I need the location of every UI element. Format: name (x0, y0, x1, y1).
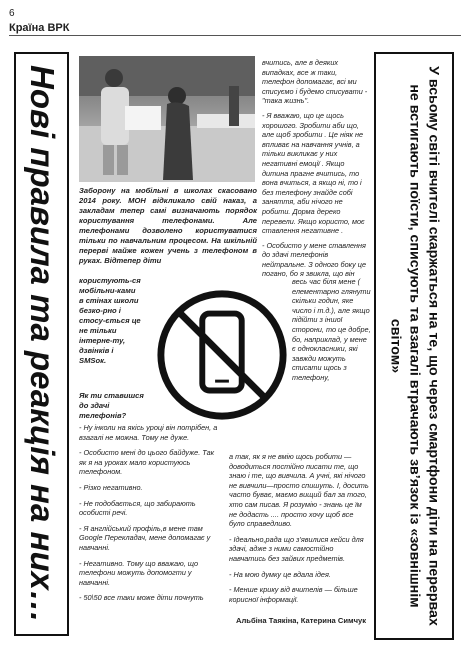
page-number: 6 (9, 8, 15, 19)
page-title: Нові правила та реакція на них… (23, 65, 61, 623)
column-2-middle (292, 277, 372, 383)
answer-item: - Різко негативно. (79, 482, 143, 492)
answer-item: - Не подобається, що забирають особисті речі. (79, 498, 196, 518)
column-2-paragraph: - На мою думку це вдала ідея. (229, 569, 331, 579)
column-2-paragraph: - Менше крику від вчителів — більше корисної інформації. (229, 585, 358, 604)
survey-question: Як ти ставишся до здачі телефонів? (79, 391, 144, 420)
column-2-paragraph: вчитись, але в деяких випадках, все ж таки, телефон допомагає, всі ми списуємо і будемо списувати - "така жизнь". (262, 58, 368, 106)
column-2-paragraph: а так, як я не вмію щось робити — доводиться постійно писати те, що знаю і те, що вивчила. А учні, які нічого не вивчили—просто спишуть. І, досить часто буває, маємо вищий бал за того, хто сам писав. Я розумію - знань це їм не додасть .... просто хочу щоб все було справедливо. (229, 452, 369, 529)
lead-paragraph-narrow: користують-ся мобільни-ками в стінах школи безко-рно і стосу-ється це не тільки інтерне-ту, дзвінків і SMSок. (79, 276, 141, 365)
column-2-bottom (229, 452, 369, 610)
column-2-paragraph: - Особисто у мене ставлення до здачі телефонів нейтральне. З одного боку це погано, бо я звикла, що він (262, 240, 367, 279)
no-phone-icon (153, 286, 291, 424)
answer-item: - 50\50 все таки може діти почнуть (79, 593, 204, 603)
lead-paragraph: Заборону на мобільні в школах скасовано 2014 року. МОН відкликало свій наказ, а закладам тепер самі визначають порядок користування телефонами. Але телефонами дозволено користуватися тільки по навчальним процесом. На шкільній перерві майже кожен учень з телефоном в руках. Відтепер діти (79, 186, 257, 265)
answer-item: - Я англійський профіль,в мене там Google Перекладач, мене допомагає у навчанні. (79, 523, 211, 552)
headline: У всьому світі вчителі скаржаться на те, що через смартфони діти на перервах не встигають поїсти, списують та взагалі втрачають зв’язок із «зовнішнім світом» (387, 66, 442, 626)
top-rule (9, 35, 461, 36)
answer-item: - Негативно. Тому що вважаю, що телефони можуть допомогти у навчанні. (79, 558, 199, 587)
column-2-wrap-text: весь час біля мене ( елементарно глянути скільки годин, яке число і т.д.), але якщо підійти з іншої сторони, то це добре, бо, наприклад, у мене є однокласники, які завжди можуть списати щось з телефону, (292, 277, 371, 382)
vertical-headline-box (374, 52, 454, 640)
author-signature: Альбіна Таякіна, Катерина Симчук (236, 616, 367, 625)
column-2-paragraph: - Ідеально,рада що з'явилися кейси для здачі, адже з ними самостійно навчатись без зайвих предметів. (229, 534, 364, 563)
article-photo (79, 56, 255, 182)
section-name: Країна ВРК (9, 22, 70, 34)
answer-item: - Особисто мені до цього байдуже. Так як я на уроках мало користуюсь телефоном. (79, 448, 215, 477)
column-2-top (262, 58, 368, 284)
vertical-title-box (14, 52, 69, 636)
column-2-paragraph: - Я вважаю, що це щось хорошого. Зробити аби що, але щоб зробити . Це ніяк не впливає на навчання учнів, а тільки викликає у них негативні емоції . Якщо дитина прагне вчитись, то вона вчиться, а якщо ні, то і без телефону знайде собі заняття, аби нічого не робити. Дорма дереко перевели. Якщо користо, моє ставлення негативне . (262, 110, 365, 236)
answers-list (79, 423, 223, 609)
answer-item: - Ну інколи на якісь уроці він потрібен, а взагалі не можна. Тому не дуже. (79, 423, 218, 442)
